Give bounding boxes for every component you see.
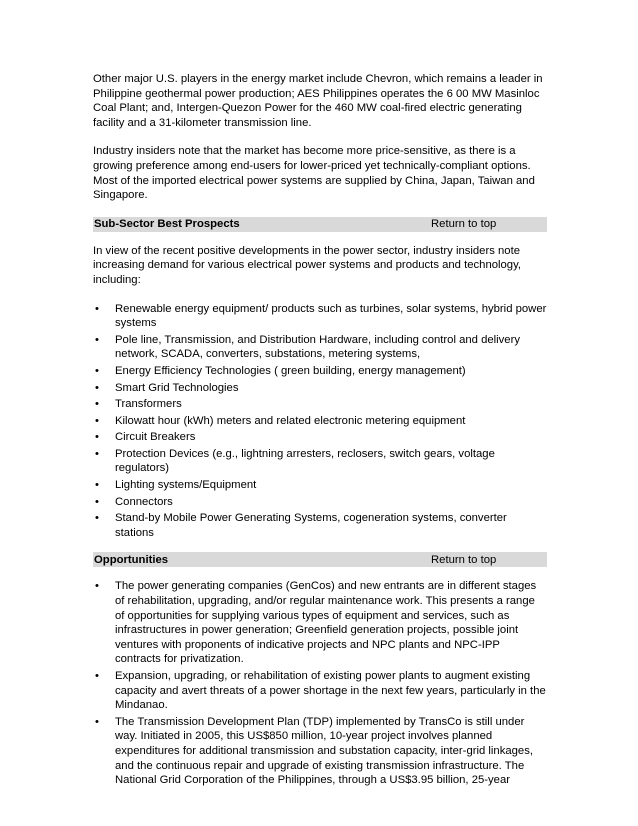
list-item: • Connectors — [95, 495, 173, 508]
bullet-icon: • — [95, 431, 99, 444]
bullet-icon: • — [95, 495, 99, 508]
opportunities-header — [93, 552, 547, 567]
list-item: • Circuit Breakers — [95, 431, 196, 444]
list-item: • The Transmission Development Plan (TDP) implemented by TransCo is still under way. Initiated in 2005, this US$850 million, 10-year project involves planned expenditures for additional transmission and substation capacity, inter-grid linkages, and the continuous repair and upgrade of existing transmission infrastructure. The National Grid Corporation of the Philippines, through a US$3.95 billion, 25-year — [95, 715, 534, 787]
list-item: • Expansion, upgrading, or rehabilitation of existing power plants to augment existing capacity and avert threats of a power shortage in the next few years, particularly in the Mindanao. — [95, 670, 546, 712]
list-item: • Stand-by Mobile Power Generating Systems, cogeneration systems, converter stations — [95, 512, 507, 539]
bullet-icon: • — [95, 670, 99, 682]
list-item: • Pole line, Transmission, and Distribution Hardware, including control and delivery network, SCADA, converters, substations, metering systems, — [95, 333, 521, 361]
intro-paragraph-1: Other major U.S. players in the energy market include Chevron, which remains a leader in Philippine geothermal power production; AES Philippines operates the 6 00 MW Masinloc Coal Plant; and, Intergen-Quezon Power for the 460 MW coal-fired electric generating facility and a 31-kilometer transmission line. — [93, 73, 543, 129]
return-to-top-link[interactable]: Return to top — [431, 553, 497, 566]
bullet-icon: • — [95, 447, 99, 460]
bullet-icon: • — [95, 398, 99, 411]
bullet-icon: • — [95, 580, 99, 593]
best-prospects-intro: In view of the recent positive developments in the power sector, industry insiders note increasing demand for various electrical power systems and products and technology, including: — [93, 244, 522, 286]
bullet-icon: • — [95, 512, 99, 525]
bullet-icon: • — [95, 715, 99, 728]
intro-paragraph-2: Industry insiders note that the market has become more price-sensitive, as there is a growing preference among end-users for lower-priced yet technically-compliant options. Most of the imported electrical power systems are supplied by China, Japan, Taiwan and Singapore. — [93, 145, 535, 202]
bullet-icon: • — [95, 381, 99, 394]
list-item: • Kilowatt hour (kWh) meters and related electronic metering equipment — [95, 414, 466, 427]
list-item: • Transformers — [95, 398, 182, 411]
best-prospects-title: Sub-Sector Best Prospects — [94, 217, 240, 230]
list-item: • Smart Grid Technologies — [95, 381, 239, 394]
list-item: • Lighting systems/Equipment — [95, 479, 257, 492]
list-item: • Renewable energy equipment/ products such as turbines, solar systems, hybrid power systems — [95, 302, 547, 330]
bullet-icon: • — [95, 479, 99, 492]
bullet-icon: • — [95, 414, 99, 427]
best-prospects-header — [93, 217, 547, 232]
bullet-icon: • — [95, 302, 99, 315]
opportunities-title: Opportunities — [94, 553, 169, 566]
opportunities-list — [93, 579, 547, 787]
list-item: • Protection Devices (e.g., lightning arresters, reclosers, switch gears, voltage regulators) — [95, 447, 495, 475]
bullet-icon: • — [95, 364, 99, 377]
document-body — [93, 72, 547, 800]
list-item: • The power generating companies (GenCos) and new entrants are in different stages of rehabilitation, upgrading, and/or regular maintenance work. This presents a range of opportunities for supplying various types of equipment and services, such as infrastructures in power generation; Greenfield generation projects, possible joint ventures with proponents of indicative projects and NPC plants and NPC-IPP contracts for privatization. — [95, 580, 537, 666]
return-to-top-link[interactable]: Return to top — [431, 217, 497, 230]
list-item: • Energy Efficiency Technologies ( green building, energy management) — [95, 364, 466, 377]
bullet-icon: • — [95, 333, 99, 346]
best-prospects-list — [93, 302, 547, 541]
